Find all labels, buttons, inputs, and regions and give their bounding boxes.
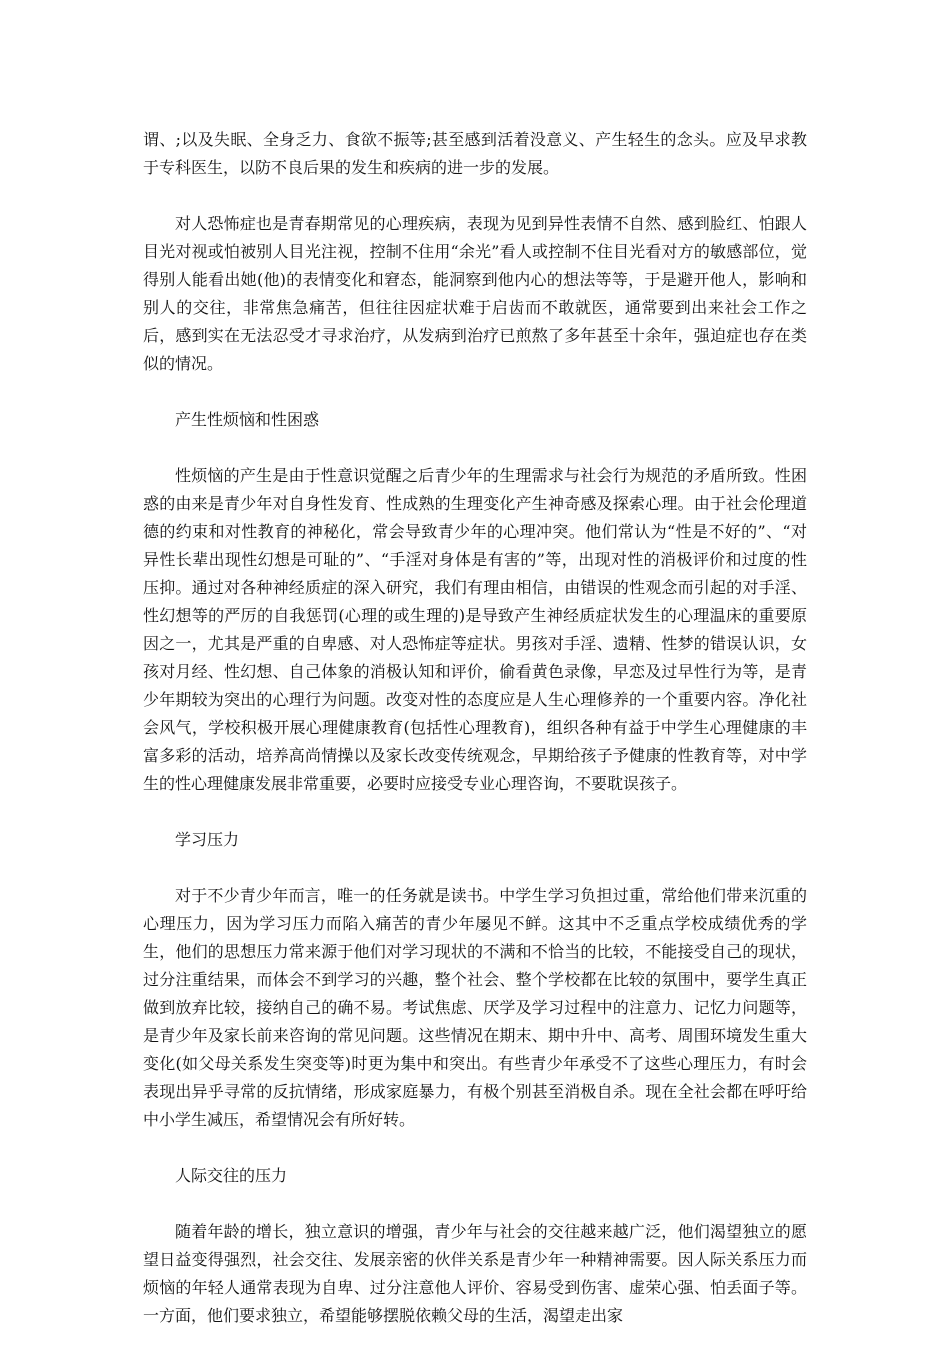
paragraph-study-pressure: 对于不少青少年而言，唯一的任务就是读书。中学生学习负担过重，常给他们带来沉重的心理压力，因为学习压力而陷入痛苦的青少年屡见不鲜。这其中不乏重点学校成绩优秀的学生，他们的思想压力常来源于他们对学习现状的不满和不恰当的比较，不能接受自己的现状，过分注重结果，而体会不到学习的兴趣，整个社会、整个学校都在比较的氛围中，要学生真正做到放弃比较，接纳自己的确不易。考试焦虑、厌学及学习过程中的注意力、记忆力问题等，是青少年及家长前来咨询的常见问题。这些情况在期末、期中升中、高考、周围环境发生重大变化(如父母关系发生突变等)时更为集中和突出。有些青少年承受不了这些心理压力，有时会表现出异乎寻常的反抗情绪，形成家庭暴力，有极个别甚至消极自杀。现在全社会都在呼吁给中小学生减压，希望情况会有所好转。 <box>143 886 807 1129</box>
paragraph-social-pressure: 随着年龄的增长，独立意识的增强，青少年与社会的交往越来越广泛，他们渴望独立的愿望日益变得强烈，社会交往、发展亲密的伙伴关系是青少年一种精神需要。因人际关系压力而烦恼的年轻人通常表现为自卑、过分注意他人评价、容易受到伤害、虚荣心强、怕丢面子等。一方面，他们要求独立，希望能够摆脱依赖父母的生活，渴望走出家 <box>143 1222 807 1325</box>
section-heading-study-pressure: 学习压力 <box>175 830 240 849</box>
document-page <box>143 126 807 1358</box>
paragraph-social-phobia: 对人恐怖症也是青春期常见的心理疾病，表现为见到异性表情不自然、感到脸红、怕跟人目光对视或怕被别人目光注视，控制不住用“余光”看人或控制不住目光看对方的敏感部位，觉得别人能看出她(他)的表情变化和窘态，能洞察到他内心的想法等等，于是避开他人，影响和别人的交往，非常焦急痛苦，但往往因症状难于启齿而不敢就医，通常要到出来社会工作之后，感到实在无法忍受才寻求治疗，从发病到治疗已煎熬了多年甚至十余年，强迫症也存在类似的情况。 <box>143 214 807 373</box>
section-heading-social-pressure: 人际交往的压力 <box>175 1166 288 1185</box>
section-heading-sexual-concerns: 产生性烦恼和性困惑 <box>175 410 320 429</box>
paragraph-continuation: 谓、;以及失眠、全身乏力、食欲不振等;甚至感到活着没意义、产生轻生的念头。应及早求教于专科医生，以防不良后果的发生和疾病的进一步的发展。 <box>143 130 807 177</box>
paragraph-sexual-concerns: 性烦恼的产生是由于性意识觉醒之后青少年的生理需求与社会行为规范的矛盾所致。性困惑的由来是青少年对自身性发育、性成熟的生理变化产生神奇感及探索心理。由于社会伦理道德的约束和对性教育的神秘化，常会导致青少年的心理冲突。他们常认为“性是不好的”、“对异性长辈出现性幻想是可耻的”、“手淫对身体是有害的”等，出现对性的消极评价和过度的性压抑。通过对各种神经质症的深入研究，我们有理由相信，由错误的性观念而引起的对手淫、性幻想等的严厉的自我惩罚(心理的或生理的)是导致产生神经质症状发生的心理温床的重要原因之一，尤其是严重的自卑感、对人恐怖症等症状。男孩对手淫、遗精、性梦的错误认识，女孩对月经、性幻想、自己体象的消极认知和评价，偷看黄色录像，早恋及过早性行为等，是青少年期较为突出的心理行为问题。改变对性的态度应是人生心理修养的一个重要内容。净化社会风气，学校积极开展心理健康教育(包括性心理教育)，组织各种有益于中学生心理健康的丰富多彩的活动，培养高尚情操以及家长改变传统观念，早期给孩子予健康的性教育等，对中学生的性心理健康发展非常重要，必要时应接受专业心理咨询，不要耽误孩子。 <box>143 466 807 793</box>
